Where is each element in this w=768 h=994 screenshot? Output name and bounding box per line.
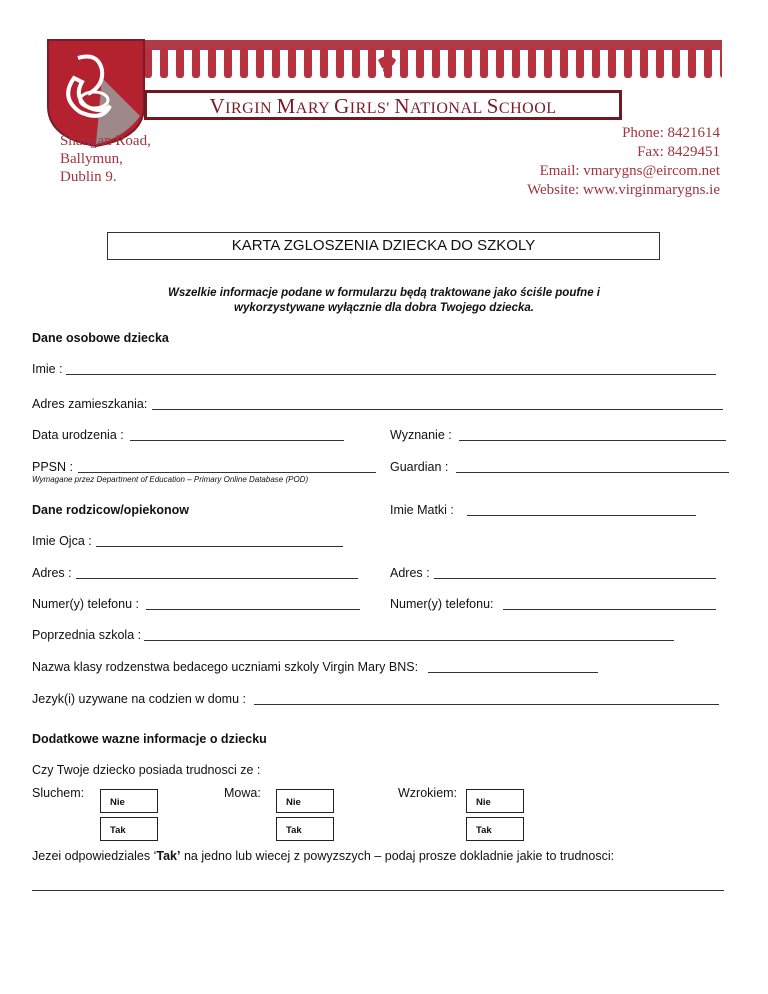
adres-zamieszkania-label: Adres zamieszkania: xyxy=(32,397,148,411)
mowa-nie-checkbox[interactable] xyxy=(276,789,334,813)
telefon-matki-label: Numer(y) telefonu: xyxy=(390,597,494,611)
sluchem-nie-checkbox[interactable] xyxy=(100,789,158,813)
checkbox-label: Nie xyxy=(476,797,491,808)
guardian-field[interactable] xyxy=(456,472,729,473)
section-child-heading: Dane osobowe dziecka xyxy=(32,331,169,345)
adres-matki-field[interactable] xyxy=(434,578,716,579)
section-extra-heading: Dodatkowe wazne informacje o dziecku xyxy=(32,732,267,746)
trudnosci-question: Czy Twoje dziecko posiada trudnosci ze : xyxy=(32,763,261,777)
instructions-prefix: Jezei odpowiedziales ‘ xyxy=(32,849,157,863)
school-contact xyxy=(527,124,720,200)
imie-field[interactable] xyxy=(66,374,716,375)
school-address xyxy=(60,132,151,186)
address-line: Dublin 9. xyxy=(60,169,117,185)
imie-matki-label: Imie Matki : xyxy=(390,503,454,517)
checkbox-label: Tak xyxy=(476,825,492,836)
fax-text: Fax: 8429451 xyxy=(637,144,720,160)
rodzenstwo-label: Nazwa klasy rodzenstwa bedacego uczniami szkoly Virgin Mary BNS: xyxy=(32,660,419,674)
address-line: Ballymun, xyxy=(60,151,123,167)
wzrokiem-tak-checkbox[interactable] xyxy=(466,817,524,841)
poprzednia-szkola-field[interactable] xyxy=(144,640,674,641)
confidentiality-notice xyxy=(0,286,768,316)
instructions-suffix: na jedno lub wiecej z powyzszych – podaj prosze dokladnie jakie to trudnosci: xyxy=(180,849,615,863)
ppsn-label: PPSN : xyxy=(32,460,73,474)
wzrokiem-nie-checkbox[interactable] xyxy=(466,789,524,813)
data-urodzenia-label: Data urodzenia : xyxy=(32,428,124,442)
checkbox-label: Tak xyxy=(286,825,302,836)
mowa-tak-checkbox[interactable] xyxy=(276,817,334,841)
guardian-label: Guardian : xyxy=(390,460,449,474)
adres-ojca-label: Adres : xyxy=(32,566,72,580)
instructions-tak: Tak’ xyxy=(156,849,181,863)
sluchem-label: Sluchem: xyxy=(32,786,85,800)
mowa-label: Mowa: xyxy=(224,786,261,800)
data-urodzenia-field[interactable] xyxy=(130,440,344,441)
trudnosci-instructions xyxy=(32,849,614,863)
jezyk-field[interactable] xyxy=(254,704,719,705)
imie-label: Imie : xyxy=(32,362,63,376)
imie-ojca-label: Imie Ojca : xyxy=(32,534,92,548)
phone-text: Phone: 8421614 xyxy=(622,125,720,141)
form-title: KARTA ZGLOSZENIA DZIECKA DO SZKOLY xyxy=(107,232,660,260)
telefon-ojca-field[interactable] xyxy=(146,609,360,610)
address-line: Shangan Road, xyxy=(60,133,151,149)
telefon-ojca-label: Numer(y) telefonu : xyxy=(32,597,139,611)
checkbox-label: Nie xyxy=(110,797,125,808)
website-text: Website: www.virginmarygns.ie xyxy=(527,182,720,198)
adres-ojca-field[interactable] xyxy=(76,578,358,579)
sluchem-tak-checkbox[interactable] xyxy=(100,817,158,841)
rodzenstwo-field[interactable] xyxy=(428,672,598,673)
section-parents-heading: Dane rodzicow/opiekonow xyxy=(32,503,189,517)
poprzednia-szkola-label: Poprzednia szkola : xyxy=(32,628,142,642)
school-name: VIRGIN MARY GIRLS' NATIONAL SCHOOL xyxy=(209,94,557,118)
ppsn-field[interactable] xyxy=(78,472,376,473)
jezyk-label: Jezyk(i) uzywane na codzien w domu : xyxy=(32,692,246,706)
notice-line: wykorzystywane wyłącznie dla dobra Twojego dziecka. xyxy=(234,302,534,314)
checkbox-label: Nie xyxy=(286,797,301,808)
imie-matki-field[interactable] xyxy=(467,515,696,516)
wyznanie-field[interactable] xyxy=(459,440,726,441)
ppsn-note: Wymagane przez Department of Education – Primary Online Database (POD) xyxy=(32,475,309,484)
notice-line: Wszelkie informacje podane w formularzu będą traktowane jako ściśle poufne i xyxy=(168,287,600,299)
email-text: Email: vmarygns@eircom.net xyxy=(539,163,720,179)
wzrokiem-label: Wzrokiem: xyxy=(398,786,458,800)
trudnosci-details-field[interactable] xyxy=(32,890,724,891)
school-name-banner xyxy=(144,90,622,120)
telefon-matki-field[interactable] xyxy=(503,609,716,610)
wyznanie-label: Wyznanie : xyxy=(390,428,452,442)
adres-zamieszkania-field[interactable] xyxy=(152,409,723,410)
checkbox-label: Tak xyxy=(110,825,126,836)
adres-matki-label: Adres : xyxy=(390,566,430,580)
imie-ojca-field[interactable] xyxy=(96,546,343,547)
